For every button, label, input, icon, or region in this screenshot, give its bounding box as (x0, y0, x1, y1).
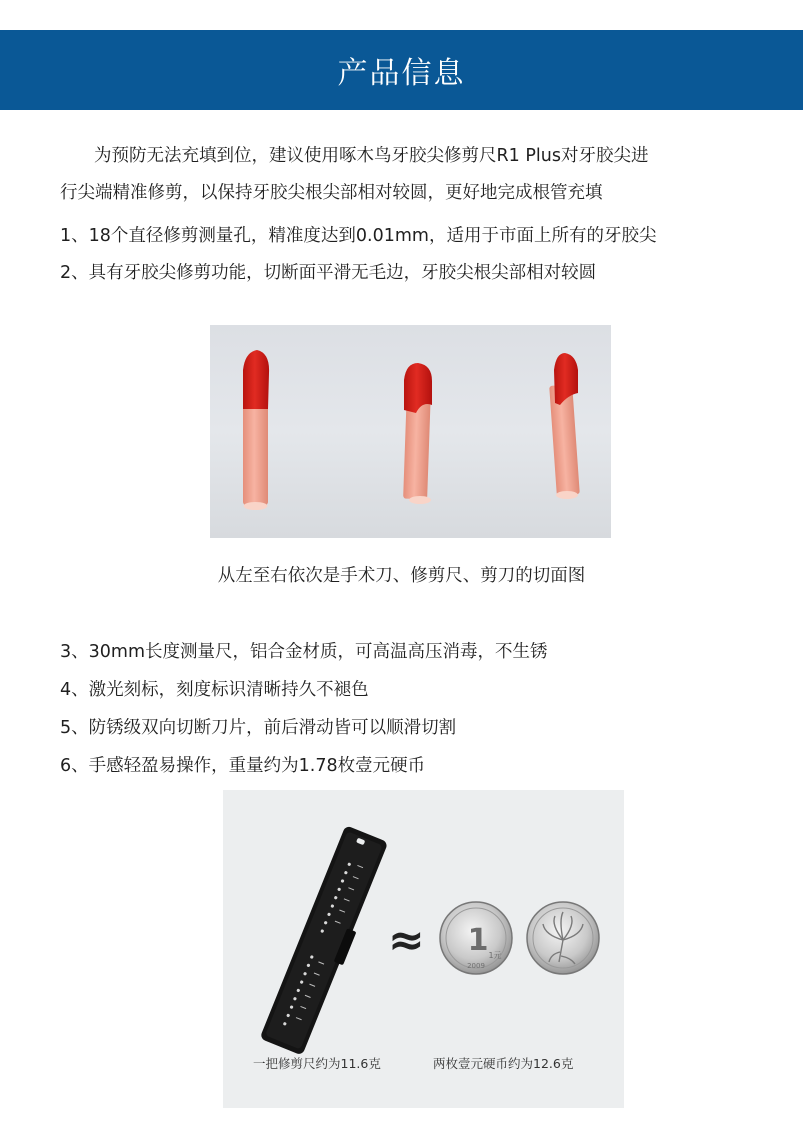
trimmer-ruler (260, 825, 393, 1057)
approx-icon: ≈ (388, 915, 425, 966)
gutta-percha-points-image (210, 325, 611, 538)
photo-caption: 从左至右依次是手术刀、修剪尺、剪刀的切面图 (217, 566, 586, 586)
coin-denomination: 1元 (488, 951, 502, 960)
feature-item-2: 2、具有牙胶尖修剪功能，切断面平滑无毛边，牙胶尖根尖部相对较圆 (60, 263, 597, 283)
coin-year: 2009 (467, 962, 485, 970)
gutta-point-scissors (549, 353, 580, 499)
svg-text:1: 1 (467, 923, 489, 958)
feature-item-6: 6、手感轻盈易操作，重量约为1.78枚壹元硬币 (60, 756, 426, 776)
feature-item-1: 1、18个直径修剪测量孔，精准度达到0.01mm，适用于市面上所有的牙胶尖 (60, 226, 657, 246)
coins-weight-caption: 两枚壹元硬币约为12.6克 (433, 1056, 574, 1071)
gutta-point-trimmer (403, 363, 432, 504)
section-header (0, 30, 803, 110)
ruler-weight-caption: 一把修剪尺约为11.6克 (253, 1056, 381, 1071)
intro-line-1: 为预防无法充填到位，建议使用啄木鸟牙胶尖修剪尺R1 Plus对牙胶尖进 (94, 146, 649, 166)
section-title: 产品信息 (337, 56, 466, 91)
coin-front (440, 902, 512, 974)
cut-comparison-photo (210, 325, 611, 538)
feature-item-3: 3、30mm长度测量尺，铝合金材质，可高温高压消毒，不生锈 (60, 642, 548, 662)
feature-item-5: 5、防锈级双向切断刀片，前后滑动皆可以顺滑切割 (60, 718, 457, 738)
feature-item-4: 4、激光刻标，刻度标识清晰持久不褪色 (60, 680, 369, 700)
trimmer-and-coins-image (223, 790, 624, 1108)
coin-back (527, 902, 599, 974)
gutta-point-scalpel (243, 350, 269, 510)
intro-paragraph (60, 138, 760, 212)
weight-comparison-photo (223, 790, 624, 1108)
intro-line-2: 行尖端精准修剪，以保持牙胶尖根尖部相对较圆，更好地完成根管充填 (60, 183, 603, 203)
